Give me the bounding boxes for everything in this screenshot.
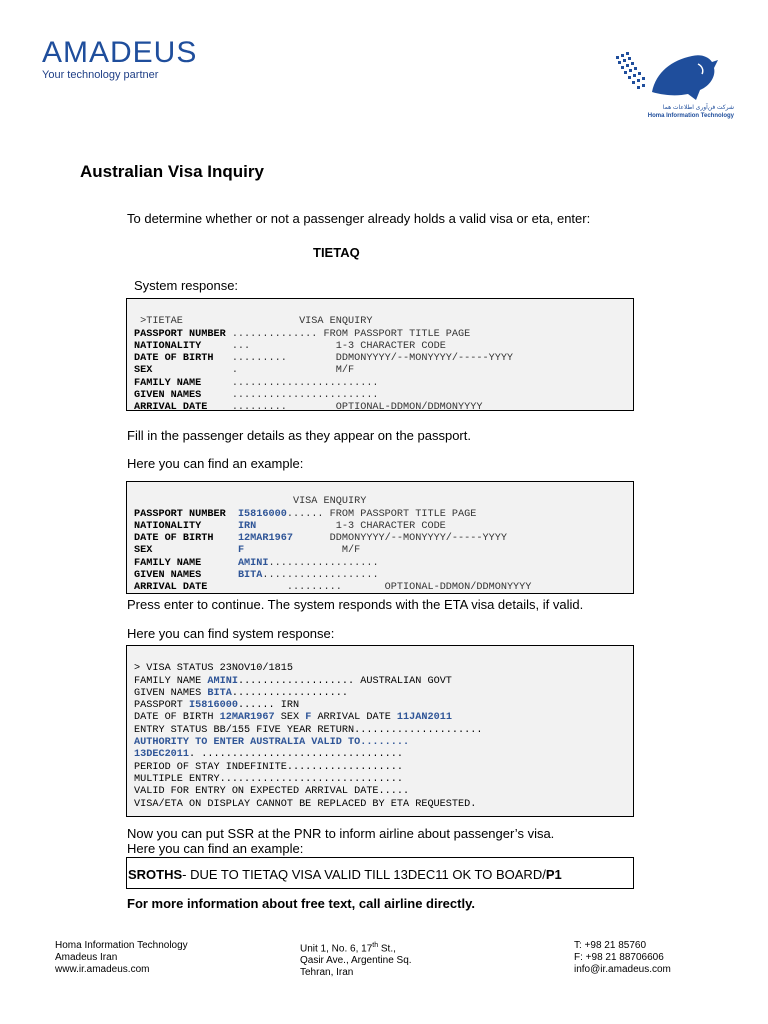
form-row-dots: ......... (225, 402, 287, 414)
form-row (134, 329, 633, 341)
box3-line: FAMILY NAME AMINI................... AUSTRALIAN GOVT (134, 675, 452, 687)
example-row-hint: 1-3 CHARACTER CODE (256, 520, 446, 532)
footer-company-name: Homa Information Technology (55, 940, 188, 951)
box1-header: >TIETAE VISA ENQUIRY (134, 316, 373, 328)
box3-line: > VISA STATUS 23NOV10/1815 (134, 663, 293, 675)
example-row (134, 521, 633, 533)
example-row (134, 533, 633, 545)
form-row-hint: OPTIONAL-DDMON/DDMONYYYY (286, 402, 483, 414)
ssr-passenger: P1 (545, 867, 562, 882)
amadeus-logo (42, 38, 197, 81)
box3-line: PASSPORT I5816000...... IRN (134, 700, 300, 712)
visa-enquiry-example-box (126, 481, 634, 594)
example-row-label: DATE OF BIRTH (134, 533, 238, 545)
footer-company-sub: Amadeus Iran (55, 952, 118, 963)
example-row (134, 558, 633, 570)
form-row-label: ARRIVAL DATE (134, 402, 226, 414)
form-row-dots: .............. (225, 328, 318, 340)
footer-fax: F: +98 21 88706606 (574, 952, 664, 963)
brand-name: AMADEUS (42, 36, 198, 69)
fill-in-text: Fill in the passenger details as they appear on the passport. (127, 428, 471, 443)
form-row-dots: . (225, 365, 238, 377)
form-row (134, 402, 633, 414)
example-row-dots: ......... (237, 582, 342, 594)
form-row-hint: DDMONYYYY/--MONYYYY/-----YYYY (286, 353, 514, 365)
example-row-value: IRN (237, 520, 257, 532)
box3-line: VISA/ETA ON DISPLAY CANNOT BE REPLACED BY ETA REQUESTED. (134, 798, 477, 810)
example-row-value: AMINI (237, 557, 269, 569)
form-row-dots: ........................ (225, 377, 379, 389)
form-row-hint: M/F (237, 365, 355, 377)
homa-logo-text-en: Homa Information Technology (647, 113, 734, 119)
example-row-value: 12MAR1967 (237, 533, 293, 545)
page-title: Australian Visa Inquiry (80, 162, 264, 181)
box3-line: DATE OF BIRTH 12MAR1967 SEX F ARRIVAL DATE 11JAN2011 (134, 712, 452, 724)
form-row-dots: ........................ (225, 390, 379, 402)
form-row-label: PASSPORT NUMBER (134, 328, 226, 340)
example-row-value: BITA (237, 570, 263, 582)
press-enter-text: Press enter to continue. The system responds with the ETA visa details, if valid. (127, 597, 584, 612)
footer-address-line3: Tehran, Iran (300, 967, 354, 979)
brand-tagline: Your technology partner (42, 69, 159, 81)
example-row-dots: ...... (286, 508, 324, 520)
example-label: Here you can find an example: (127, 456, 304, 471)
ssr-intro-line1: Now you can put SSR at the PNR to inform airline about passenger’s visa. (127, 826, 555, 841)
homa-logo-text (612, 104, 734, 120)
box2-header: VISA ENQUIRY (134, 496, 367, 508)
form-row-label: FAMILY NAME (134, 377, 226, 389)
example-row (134, 570, 633, 582)
footer-address (300, 940, 412, 979)
command-text: TIETAQ (313, 245, 360, 260)
example-row (134, 582, 633, 594)
box3-line: PERIOD OF STAY INDEFINITE................... (134, 761, 403, 773)
example-row-label: SEX (134, 545, 238, 557)
box3-line: MULTIPLE ENTRY.............................. (134, 773, 403, 785)
ssr-command: SROTHS (128, 867, 183, 882)
footer-website-link[interactable]: www.ir.amadeus.com (55, 964, 150, 975)
more-info-text: For more information about free text, call airline directly. (127, 896, 475, 911)
example-row (134, 545, 633, 557)
ssr-text: - DUE TO TIETAQ VISA VALID TILL 13DEC11 OK TO BOARD/ (182, 867, 546, 882)
form-row-label: SEX (134, 365, 226, 377)
box3-line: VALID FOR ENTRY ON EXPECTED ARRIVAL DATE..... (134, 786, 410, 798)
form-row (134, 378, 633, 390)
example-row-value: I5816000 (237, 508, 287, 520)
form-row-label: NATIONALITY (134, 340, 226, 352)
example-row-hint: OPTIONAL-DDMON/DDMONYYYY (341, 582, 532, 594)
example-row-label: GIVEN NAMES (134, 570, 238, 582)
example-row-hint: FROM PASSPORT TITLE PAGE (323, 508, 477, 520)
form-row-dots: ......... (225, 353, 287, 365)
example-row-dots: ................... (262, 570, 379, 582)
footer-address-line1: Unit 1, No. 6, 17th St., (300, 942, 396, 955)
form-row (134, 353, 633, 365)
homa-logo-text-fa: شرکت فن‌آوری اطلاعات هما (662, 105, 734, 111)
form-row-hint: 1-3 CHARACTER CODE (250, 340, 446, 352)
form-row-label: DATE OF BIRTH (134, 353, 226, 365)
footer-phone: T: +98 21 85760 (574, 940, 647, 951)
form-row-dots: ... (225, 340, 251, 352)
box3-line: GIVEN NAMES BITA................... (134, 687, 349, 699)
footer-contact (574, 940, 671, 976)
form-row (134, 341, 633, 353)
footer-company (55, 940, 188, 976)
example-row (134, 509, 633, 521)
example-row-label: PASSPORT NUMBER (134, 508, 238, 520)
example-row-hint: M/F (244, 545, 361, 557)
footer-address-line2: Qasir Ave., Argentine Sq. (300, 955, 412, 967)
example-row-dots: .................. (268, 557, 379, 569)
form-row (134, 390, 633, 402)
system-response-label: System response: (134, 278, 239, 293)
form-row-label: GIVEN NAMES (134, 390, 226, 402)
example-row-value: F (237, 545, 245, 557)
example-row-hint: DDMONYYYY/--MONYYYY/-----YYYY (292, 533, 507, 545)
ssr-example-box (126, 857, 634, 889)
ssr-intro-line2: Here you can find an example: (127, 841, 304, 856)
form-row (134, 365, 633, 377)
box3-line: ENTRY STATUS BB/155 FIVE YEAR RETURN..................... (134, 724, 483, 736)
intro-text: To determine whether or not a passenger already holds a valid visa or eta, enter: (127, 211, 591, 226)
box3-line: 13DEC2011. ................................. (134, 749, 404, 761)
visa-enquiry-form-box (126, 298, 634, 414)
example-row-label: NATIONALITY (134, 520, 238, 532)
example-row-label: ARRIVAL DATE (134, 582, 238, 594)
find-response-label: Here you can find system response: (127, 626, 335, 641)
box3-line: AUTHORITY TO ENTER AUSTRALIA VALID TO........ (134, 737, 410, 749)
visa-status-response-box (126, 645, 634, 817)
example-row-label: FAMILY NAME (134, 557, 238, 569)
footer-email-link[interactable]: info@ir.amadeus.com (574, 964, 671, 975)
form-row-hint: FROM PASSPORT TITLE PAGE (317, 328, 471, 340)
